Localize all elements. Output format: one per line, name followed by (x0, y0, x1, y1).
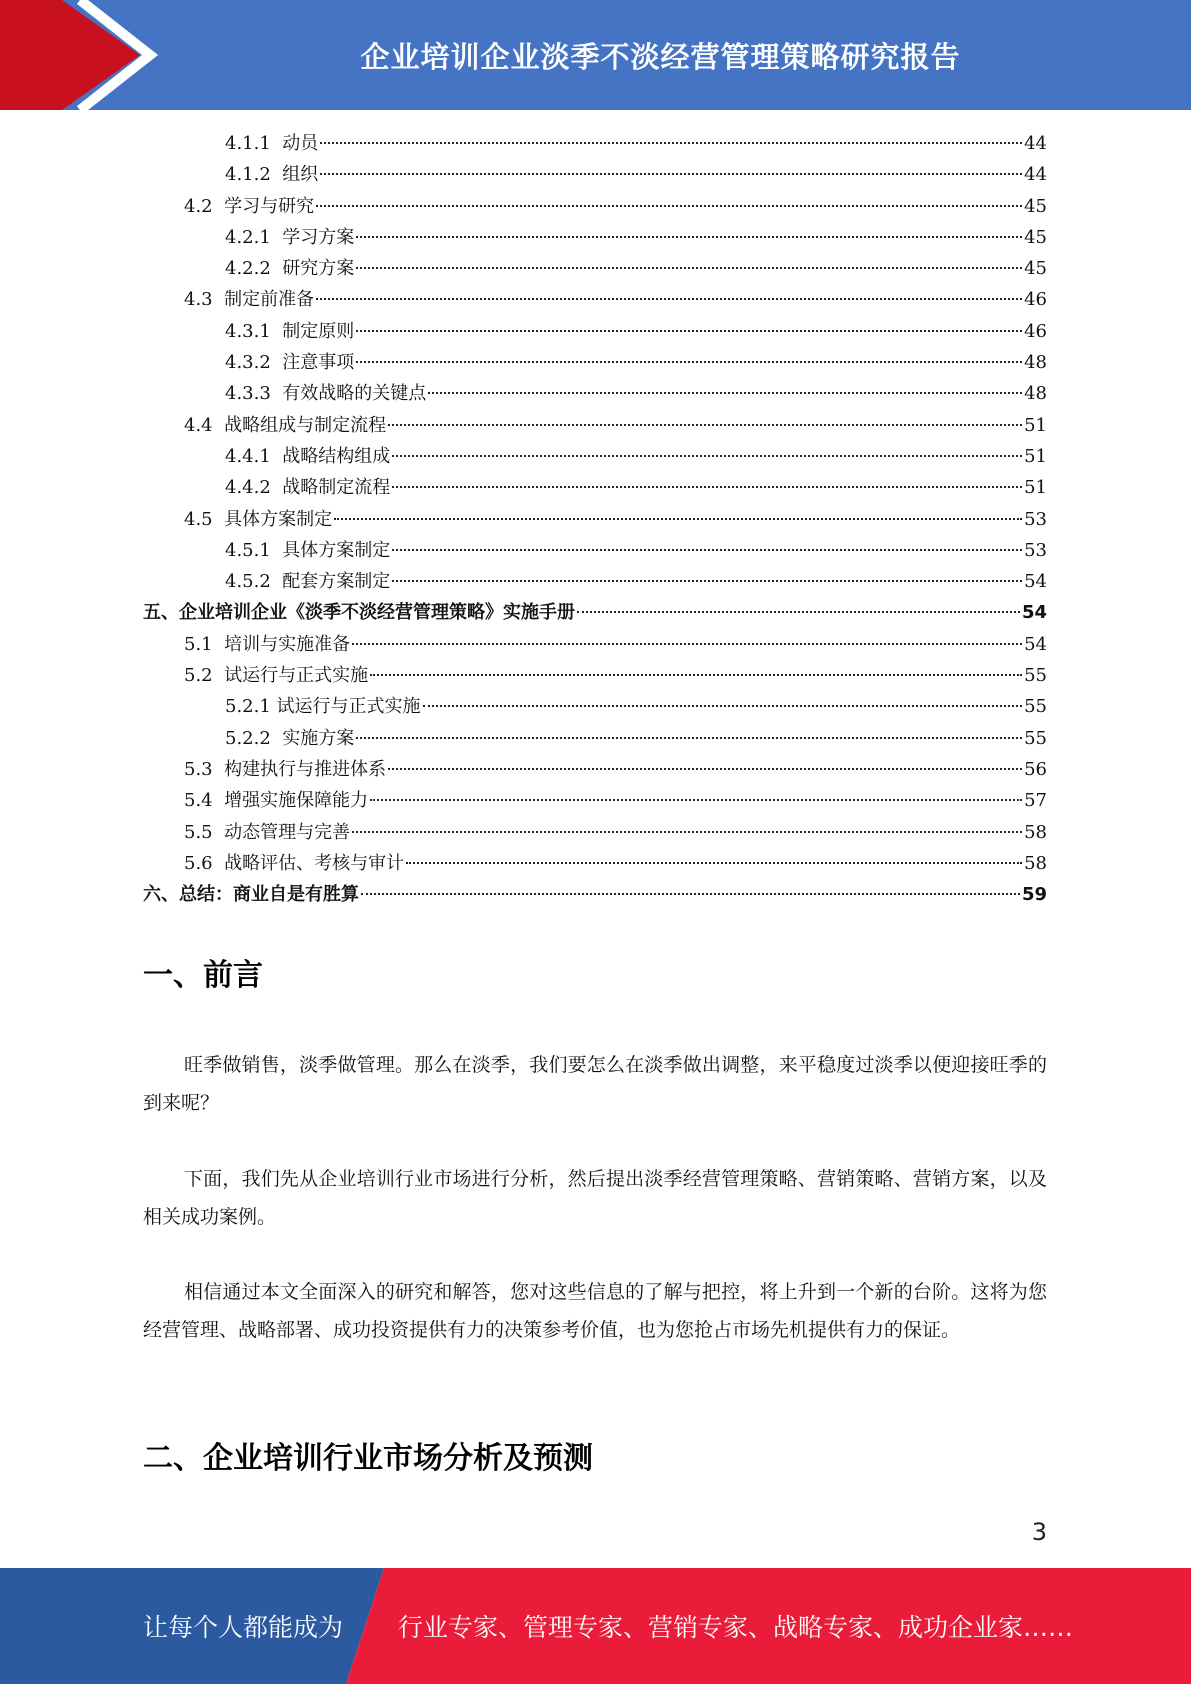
toc-entry[interactable] (143, 723, 1047, 754)
toc-entry[interactable] (143, 535, 1047, 566)
toc-entry[interactable] (143, 347, 1047, 378)
toc-entry-number: 4.4 (184, 414, 225, 436)
toc-entry[interactable] (143, 253, 1047, 284)
toc-dot-leader (406, 862, 1022, 864)
toc-entry-label: 试运行与正式实施 (224, 665, 369, 687)
toc-dot-leader (320, 173, 1022, 175)
toc-entry-number: 4.3.1 (225, 320, 283, 342)
toc-entry-page: 58 (1024, 821, 1047, 843)
toc-entry-number: 4.2.2 (225, 258, 283, 280)
page-header (0, 0, 1191, 110)
toc-dot-leader (320, 142, 1022, 144)
toc-entry-label: 具体方案制定 (224, 508, 333, 530)
toc-entry[interactable] (143, 128, 1047, 159)
footer-slogan-right: 行业专家、管理专家、营销专家、战略专家、成功企业家…… (398, 1613, 1074, 1642)
toc-entry-number: 4.5 (184, 508, 225, 530)
toc-entry-page: 55 (1024, 696, 1047, 718)
toc-entry-label: 六、总结：商业自是有胜算 (143, 884, 359, 906)
toc-entry-label: 制定前准备 (224, 289, 315, 311)
toc-entry[interactable] (143, 597, 1047, 628)
toc-entry[interactable] (143, 785, 1047, 816)
toc-entry-page: 45 (1024, 226, 1047, 248)
toc-entry[interactable] (143, 191, 1047, 222)
preface-paragraph-3: 相信通过本文全面深入的研究和解答，您对这些信息的了解与把控，将上升到一个新的台阶。这将为您经营管理、战略部署、成功投资提供有力的决策参考价值，也为您抢占市场先机提供有力的保证。 (143, 1281, 1047, 1341)
toc-entry-page: 55 (1024, 665, 1047, 687)
toc-entry-label: 组织 (282, 164, 319, 186)
toc-entry-label: 试运行与正式实施 (276, 696, 421, 718)
toc-dot-leader (352, 831, 1022, 833)
toc-entry-label: 学习与研究 (224, 195, 315, 217)
toc-entry-number: 5.2.2 (225, 727, 283, 749)
toc-dot-leader (370, 674, 1022, 676)
toc-entry-label: 制定原则 (282, 320, 355, 342)
toc-entry-page: 51 (1024, 414, 1047, 436)
toc-entry-page: 54 (1021, 602, 1047, 624)
toc-dot-leader (356, 236, 1022, 238)
toc-entry-page: 53 (1024, 539, 1047, 561)
toc-entry-number: 5.4 (184, 790, 225, 812)
page-number: 3 (1031, 1518, 1047, 1546)
toc-entry-label: 构建执行与推进体系 (224, 758, 387, 780)
toc-dot-leader (423, 705, 1023, 707)
toc-entry[interactable] (143, 754, 1047, 785)
toc-entry-label: 战略制定流程 (282, 477, 391, 499)
toc-entry[interactable] (143, 879, 1047, 910)
toc-entry-page: 46 (1024, 289, 1047, 311)
toc-entry-label: 动态管理与完善 (224, 821, 351, 843)
toc-entry-number: 4.2 (184, 195, 225, 217)
toc-entry-number: 5.2 (184, 665, 225, 687)
section-heading-market-analysis: 二、企业培训行业市场分析及预测 (143, 1441, 593, 1476)
toc-entry[interactable] (143, 504, 1047, 535)
table-of-contents (143, 128, 1047, 910)
toc-dot-leader (392, 486, 1022, 488)
toc-entry[interactable] (143, 284, 1047, 315)
toc-dot-leader (392, 455, 1022, 457)
toc-entry-number: 4.4.1 (225, 445, 283, 467)
toc-entry-number: 5.3 (184, 758, 225, 780)
toc-dot-leader (361, 893, 1020, 895)
toc-entry-number: 5.5 (184, 821, 225, 843)
toc-entry-number: 4.5.2 (225, 571, 283, 593)
toc-entry-number: 5.2.1 (225, 696, 277, 718)
toc-entry[interactable] (143, 316, 1047, 347)
toc-entry-number: 4.3 (184, 289, 225, 311)
toc-dot-leader (356, 361, 1022, 363)
toc-entry-label: 战略评估、考核与审计 (224, 852, 405, 874)
toc-dot-leader (356, 267, 1022, 269)
section-heading-preface: 一、前言 (143, 958, 263, 993)
toc-dot-leader (392, 549, 1022, 551)
toc-entry-number: 4.3.3 (225, 383, 283, 405)
toc-entry-label: 配套方案制定 (282, 571, 391, 593)
toc-entry[interactable] (143, 410, 1047, 441)
toc-entry-number: 4.4.2 (225, 477, 283, 499)
toc-entry[interactable] (143, 566, 1047, 597)
toc-entry-label: 五、企业培训企业《淡季不淡经营管理策略》实施手册 (143, 602, 575, 624)
toc-dot-leader (356, 737, 1022, 739)
toc-entry-number: 5.6 (184, 852, 225, 874)
toc-entry-page: 57 (1024, 790, 1047, 812)
toc-entry-page: 54 (1024, 571, 1047, 593)
preface-paragraph-2: 下面，我们先从企业培训行业市场进行分析，然后提出淡季经营管理策略、营销策略、营销方案，以及相关成功案例。 (143, 1168, 1047, 1228)
toc-dot-leader (356, 330, 1022, 332)
toc-entry[interactable] (143, 691, 1047, 722)
toc-entry-number: 5.1 (184, 633, 225, 655)
toc-entry-page: 45 (1024, 195, 1047, 217)
toc-entry[interactable] (143, 817, 1047, 848)
toc-entry[interactable] (143, 441, 1047, 472)
toc-entry-label: 学习方案 (282, 226, 355, 248)
toc-dot-leader (316, 298, 1022, 300)
toc-entry-page: 46 (1024, 320, 1047, 342)
toc-entry-label: 有效战略的关键点 (282, 383, 427, 405)
toc-entry-page: 48 (1024, 383, 1047, 405)
toc-entry-number: 4.2.1 (225, 226, 283, 248)
toc-entry-page: 44 (1024, 133, 1047, 154)
toc-entry-page: 56 (1024, 758, 1047, 780)
toc-entry-number: 4.1.2 (225, 164, 283, 186)
toc-entry-number: 4.1.1 (225, 133, 283, 154)
toc-entry-page: 51 (1024, 445, 1047, 467)
toc-entry[interactable] (143, 660, 1047, 691)
toc-entry-page: 53 (1024, 508, 1047, 530)
toc-entry[interactable] (143, 222, 1047, 253)
toc-entry-label: 战略结构组成 (282, 445, 391, 467)
toc-entry-label: 增强实施保障能力 (224, 790, 369, 812)
toc-entry-page: 55 (1024, 727, 1047, 749)
toc-entry-page: 45 (1024, 258, 1047, 280)
toc-entry-label: 具体方案制定 (282, 539, 391, 561)
footer-slogan-left: 让每个人都能成为 (143, 1613, 344, 1642)
toc-dot-leader (352, 643, 1022, 645)
toc-dot-leader (428, 392, 1022, 394)
toc-dot-leader (388, 768, 1022, 770)
toc-entry-label: 培训与实施准备 (224, 633, 351, 655)
toc-entry-page: 44 (1024, 164, 1047, 186)
toc-dot-leader (388, 424, 1022, 426)
toc-entry[interactable] (143, 159, 1047, 190)
toc-entry[interactable] (143, 848, 1047, 879)
toc-dot-leader (334, 518, 1022, 520)
toc-dot-leader (577, 611, 1020, 613)
page-footer (0, 1568, 1191, 1684)
toc-entry-page: 58 (1024, 852, 1047, 874)
toc-entry[interactable] (143, 472, 1047, 503)
toc-entry-label: 注意事项 (282, 352, 355, 374)
toc-entry-number: 4.5.1 (225, 539, 283, 561)
toc-entry-label: 研究方案 (282, 258, 355, 280)
toc-entry-label: 动员 (282, 133, 319, 154)
toc-entry-label: 实施方案 (282, 727, 355, 749)
toc-entry-page: 48 (1024, 352, 1047, 374)
toc-dot-leader (370, 799, 1022, 801)
toc-entry-page: 51 (1024, 477, 1047, 499)
toc-dot-leader (316, 205, 1022, 207)
toc-dot-leader (392, 580, 1022, 582)
toc-entry[interactable] (143, 629, 1047, 660)
toc-entry-number: 4.3.2 (225, 352, 283, 374)
toc-entry-page: 59 (1021, 884, 1047, 906)
toc-entry-page: 54 (1024, 633, 1047, 655)
toc-entry-label: 战略组成与制定流程 (224, 414, 387, 436)
header-title: 企业培训企业淡季不淡经营管理策略研究报告 (360, 39, 961, 74)
preface-paragraph-1: 旺季做销售，淡季做管理。那么在淡季，我们要怎么在淡季做出调整，来平稳度过淡季以便迎接旺季的到来呢？ (143, 1054, 1047, 1114)
toc-entry[interactable] (143, 378, 1047, 409)
